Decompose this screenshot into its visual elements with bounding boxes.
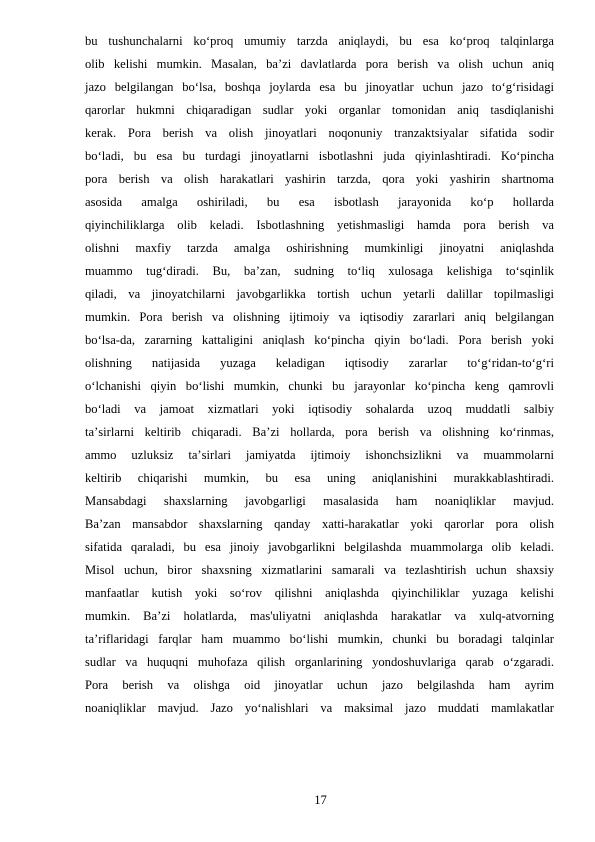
text-line: boʻlsa-da, zararning kattaligini aniqlash koʻpincha qiyin boʻladi. Pora berish yoki bbox=[85, 333, 554, 347]
text-line: manfaatlar kutish yoki soʻrov qilishni aniqlashda qiyinchiliklar yuzaga kelishi bbox=[85, 586, 554, 600]
text-line: muammo tugʻdiradi. Bu, baʼzan, sudning toʻliq xulosaga kelishiga toʻsqinlik bbox=[85, 264, 554, 278]
text-line: sudlar va huquqni muhofaza qilish organlarining yondoshuvlariga qarab oʻzgaradi. bbox=[85, 655, 554, 669]
text-line: Pora berish va olishga oid jinoyatlar uchun jazo belgilashda ham ayrim bbox=[85, 678, 554, 692]
text-line: keltirib chiqarishi mumkin, bu esa uning aniqlanishini murakkablashtiradi. bbox=[85, 471, 554, 485]
text-line: kerak. Pora berish va olish jinoyatlari noqonuniy tranzaktsiyalar sifatida sodir bbox=[85, 126, 554, 140]
text-line: sifatida qaraladi, bu esa jinoiy javobgarlikni belgilashda muammolarga olib keladi. bbox=[85, 540, 554, 554]
text-line: Misol uchun, biror shaxsning xizmatlarini samarali va tezlashtirish uchun shaxsiy bbox=[85, 563, 554, 577]
text-line: olishni maxfiy tarzda amalga oshirishning mumkinligi jinoyatni aniqlashda bbox=[85, 241, 554, 255]
text-line: taʼriflaridagi farqlar ham muammo boʻlishi mumkin, chunki bu boradagi talqinlar bbox=[85, 632, 554, 646]
text-line: ammo uzluksiz taʼsirlari jamiyatda ijtimoiy ishonchsizlikni va muammolarni bbox=[85, 448, 554, 462]
text-line: boʻladi va jamoat xizmatlari yoki iqtisodiy sohalarda uzoq muddatli salbiy bbox=[85, 402, 554, 416]
text-line: Baʼzan mansabdor shaxslarning qanday xatti-harakatlar yoki qarorlar pora olish bbox=[85, 517, 554, 531]
text-line: taʼsirlarni keltirib chiqaradi. Baʼzi hollarda, pora berish va olishning koʻrinmas, bbox=[85, 425, 554, 439]
text-line: noaniqliklar mavjud. Jazo yoʻnalishlari va maksimal jazo muddati mamlakatlar bbox=[85, 701, 554, 715]
text-line: mumkin. Baʼzi holatlarda, mas'uliyatni aniqlashda harakatlar va xulq-atvorning bbox=[85, 609, 554, 623]
text-line: Mansabdagi shaxslarning javobgarligi masalasida ham noaniqliklar mavjud. bbox=[85, 494, 554, 508]
text-line: bu tushunchalarni koʻproq umumiy tarzda aniqlaydi, bu esa koʻproq talqinlarga bbox=[85, 34, 554, 48]
text-line: qiladi, va jinoyatchilarni javobgarlikka tortish uchun yetarli dalillar topilmasligi bbox=[85, 287, 554, 301]
text-line: olishning natijasida yuzaga keladigan iqtisodiy zararlar toʻgʻridan-toʻgʻri bbox=[85, 356, 554, 370]
text-line: jazo belgilangan boʻlsa, boshqa joylarda esa bu jinoyatlar uchun jazo toʻgʻrisidagi bbox=[85, 80, 554, 94]
text-line: boʻladi, bu esa bu turdagi jinoyatlarni isbotlashni juda qiyinlashtiradi. Koʻpincha bbox=[85, 149, 554, 163]
text-line: olib kelishi mumkin. Masalan, baʼzi davlatlarda pora berish va olish uchun aniq bbox=[85, 57, 554, 71]
text-line: pora berish va olish harakatlari yashirin tarzda, qora yoki yashirin shartnoma bbox=[85, 172, 554, 186]
text-line: oʻlchanishi qiyin boʻlishi mumkin, chunki bu jarayonlar koʻpincha keng qamrovli bbox=[85, 379, 554, 393]
page-number: 17 bbox=[314, 793, 327, 807]
body-text bbox=[85, 30, 554, 720]
text-line: qarorlar hukmni chiqaradigan sudlar yoki organlar tomonidan aniq tasdiqlanishi bbox=[85, 103, 554, 117]
text-line: qiyinchiliklarga olib keladi. Isbotlashning yetishmasligi hamda pora berish va bbox=[85, 218, 554, 232]
text-line: asosida amalga oshiriladi, bu esa isbotlash jarayonida koʻp hollarda bbox=[85, 195, 554, 209]
text-line: mumkin. Pora berish va olishning ijtimoiy va iqtisodiy zararlari aniq belgilangan bbox=[85, 310, 554, 324]
